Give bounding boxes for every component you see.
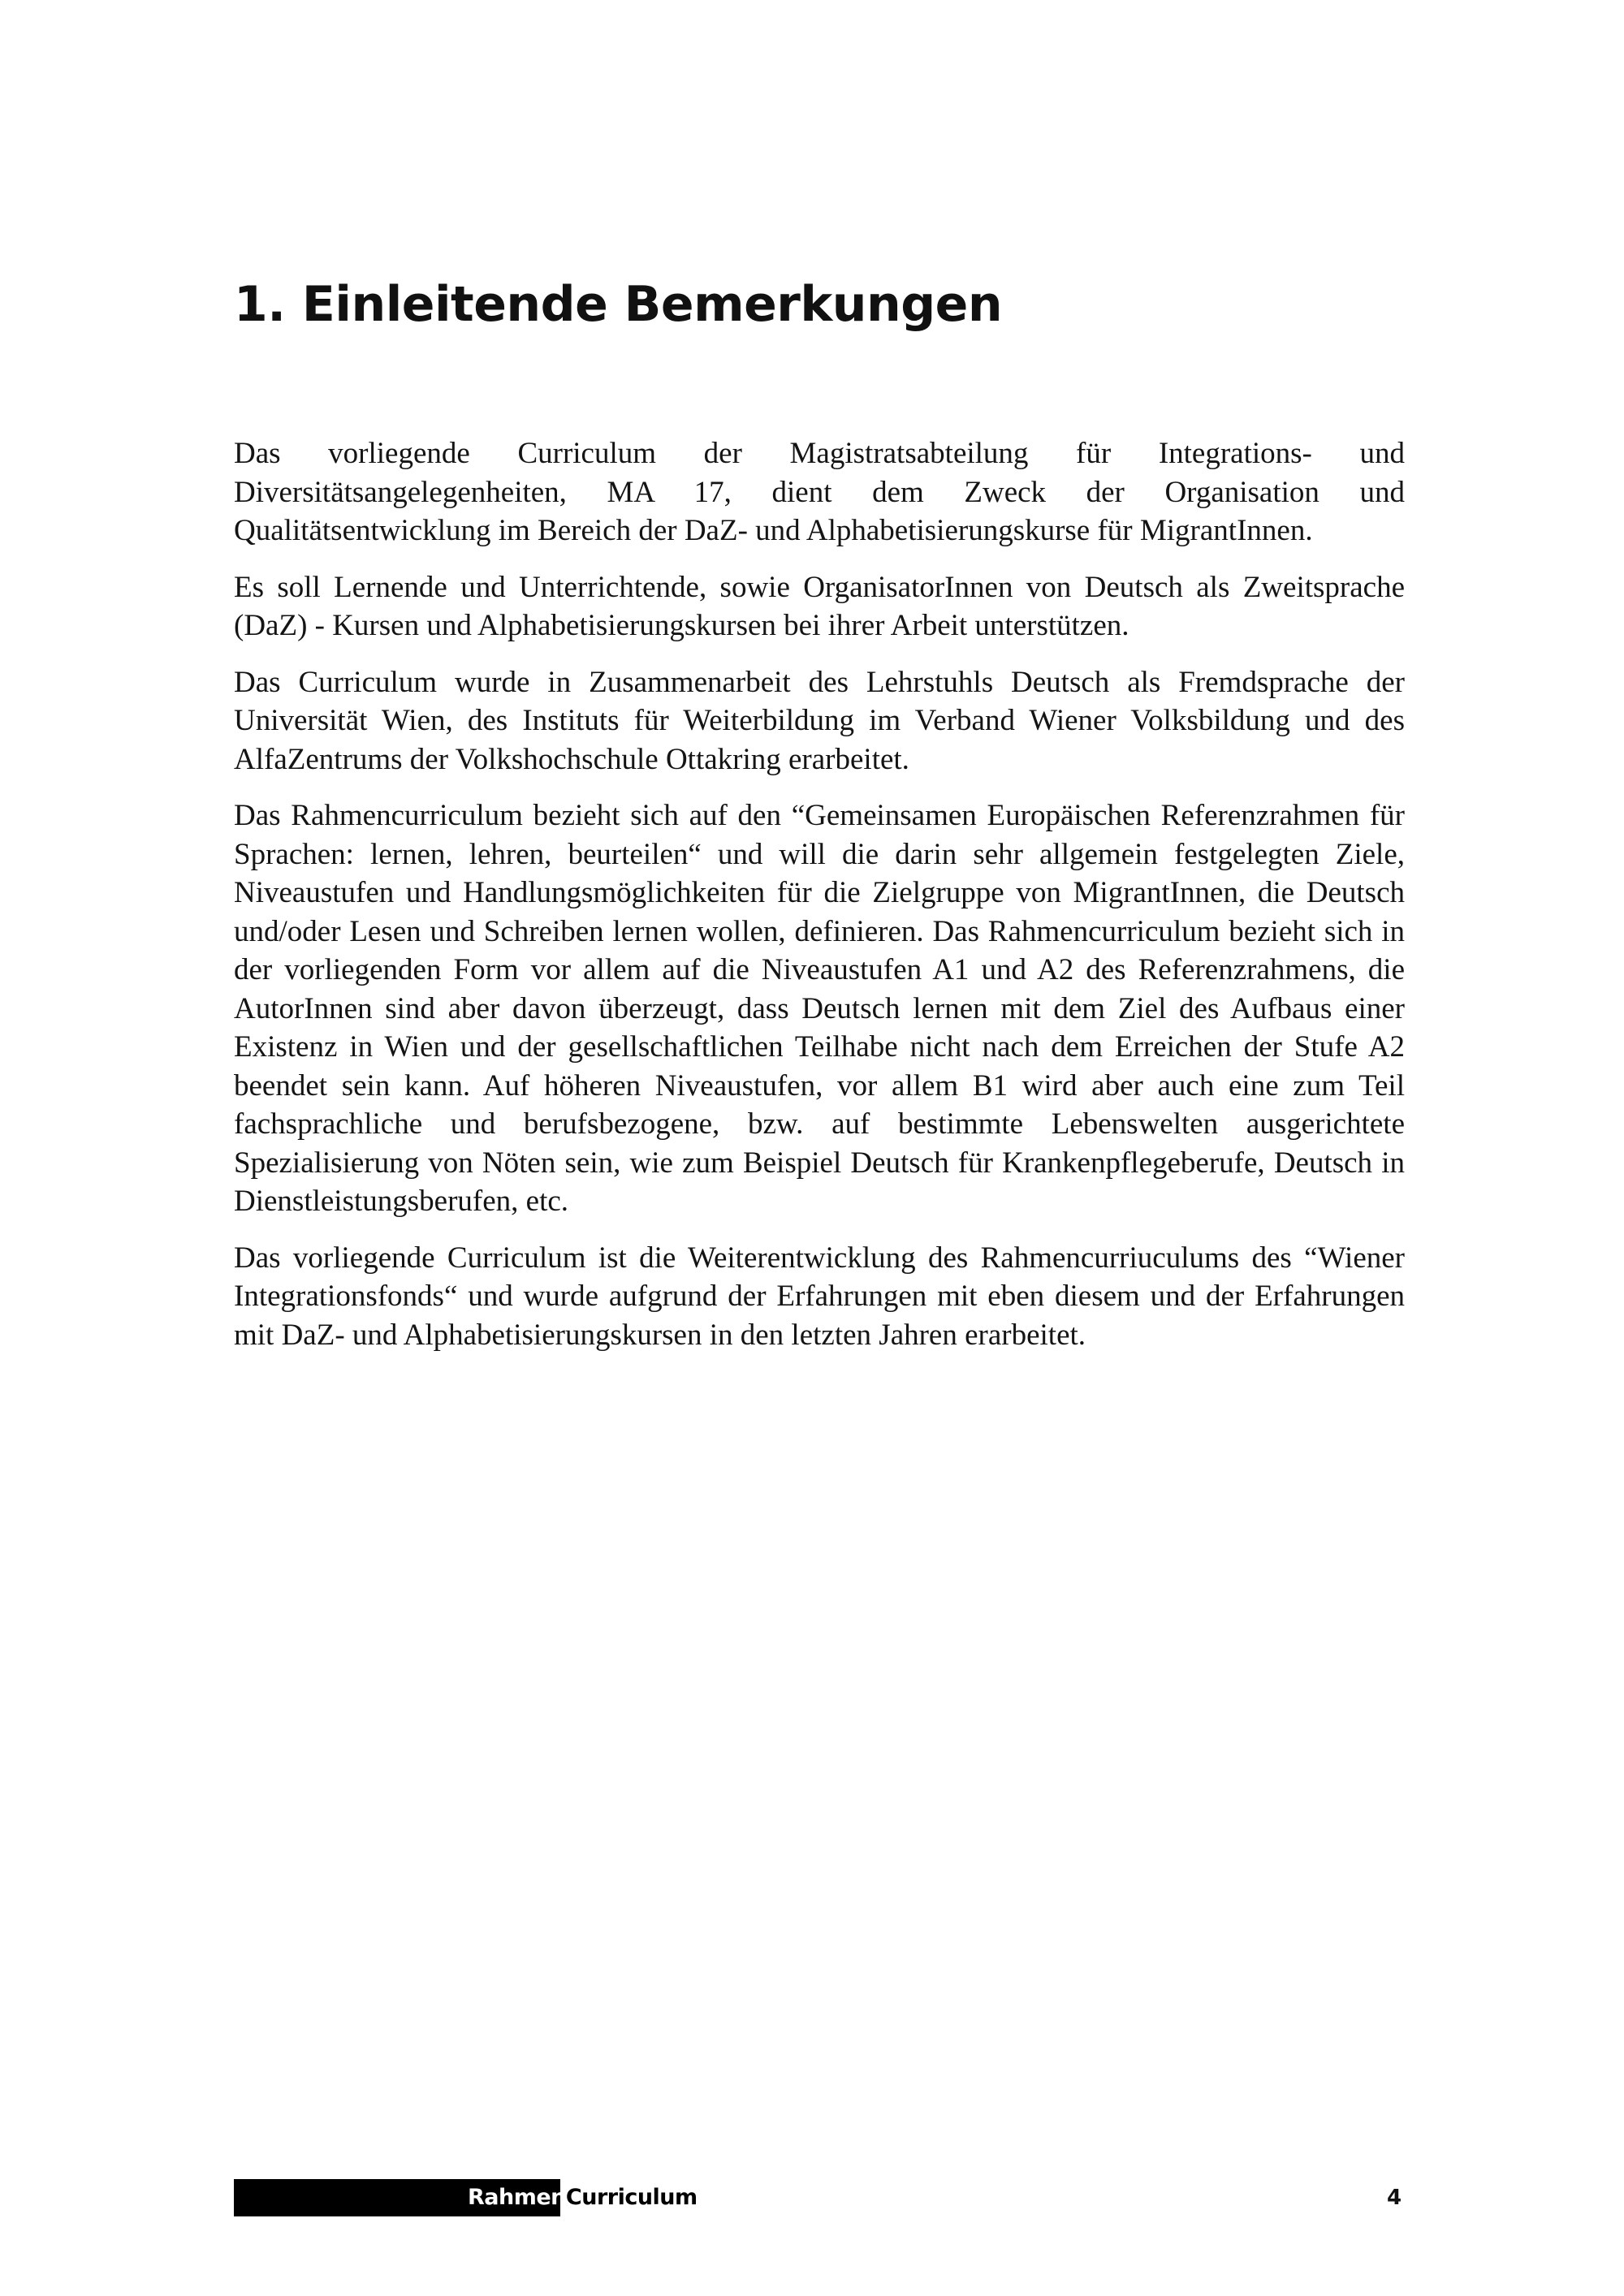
paragraph-further-development: Das vorliegende Curriculum ist die Weiterentwicklung des Rahmencurriuculums des “Wiener Integrationsfonds“ und wurde aufgrund der Erfahrungen mit eben diesem und der Erfahrungen mit DaZ- und Alphabetisierungskursen in den letzten Jahren erarbeitet. [234,1241,1405,1352]
footer-label [468,2181,698,2215]
paragraph-collaboration: Das Curriculum wurde in Zusammenarbeit des Lehrstuhls Deutsch als Fremdsprache der Universität Wien, des Instituts für Weiterbildung im Verband Wiener Volksbildung und des AlfaZentrums der Volkshochschule Ottakring erarbeitet. [234,665,1405,776]
body-text [234,434,1405,1372]
footer-label-curriculum: Curriculum [565,2185,698,2210]
paragraph-purpose: Es soll Lernende und Unterrichtende, sowie OrganisatorInnen von Deutsch als Zweitsprache (DaZ) - Kursen und Alphabetisierungskursen bei ihrer Arbeit unterstützen. [234,570,1405,642]
paragraph-reference-framework: Das Rahmencurriculum bezieht sich auf den “Gemeinsamen Europäischen Referenzrahmen für Sprachen: lernen, lehren, beurteilen“ und will die darin sehr allgemein festgelegten Ziele, Niveaustufen und Handlungsmöglichkeiten für die Zielgruppe von MigrantInnen, die Deutsch und/oder Lesen und Schreiben lernen wollen, definieren. Das Rahmencurriculum bezieht sich in der vorliegenden Form vor allem auf die Niveaustufen A1 und A2 des Referenzrahmens, die AutorInnen sind aber davon überzeugt, dass Deutsch lernen mit dem Ziel des Aufbaus einer Existenz in Wien und der gesellschaftlichen Teilhabe nicht nach dem Erreichen der Stufe A2 beendet sein kann. Auf höheren Niveaustufen, vor allem B1 wird aber auch eine zum Teil fachsprachliche und berufsbezogene, bzw. auf bestimmte Lebenswelten ausgerichtete Spezialisierung von Nöten sein, wie zum Beispiel Deutsch für Krankenpflegeberufe, Deutsch in Dienstleistungsberufen, etc. [234,799,1405,1218]
footer-label-rahmen: Rahmen [468,2185,566,2210]
paragraph-intro: Das vorliegende Curriculum der Magistratsabteilung für Integrations- und Diversitätsangelegenheiten, MA 17, dient dem Zweck der Organisation und Qualitätsentwicklung im Bereich der DaZ- und Alphabetisierungskurse für MigrantInnen. [234,437,1405,547]
page-number: 4 [1387,2186,1402,2210]
page-title: 1. Einleitende Bemerkungen [234,276,1003,333]
